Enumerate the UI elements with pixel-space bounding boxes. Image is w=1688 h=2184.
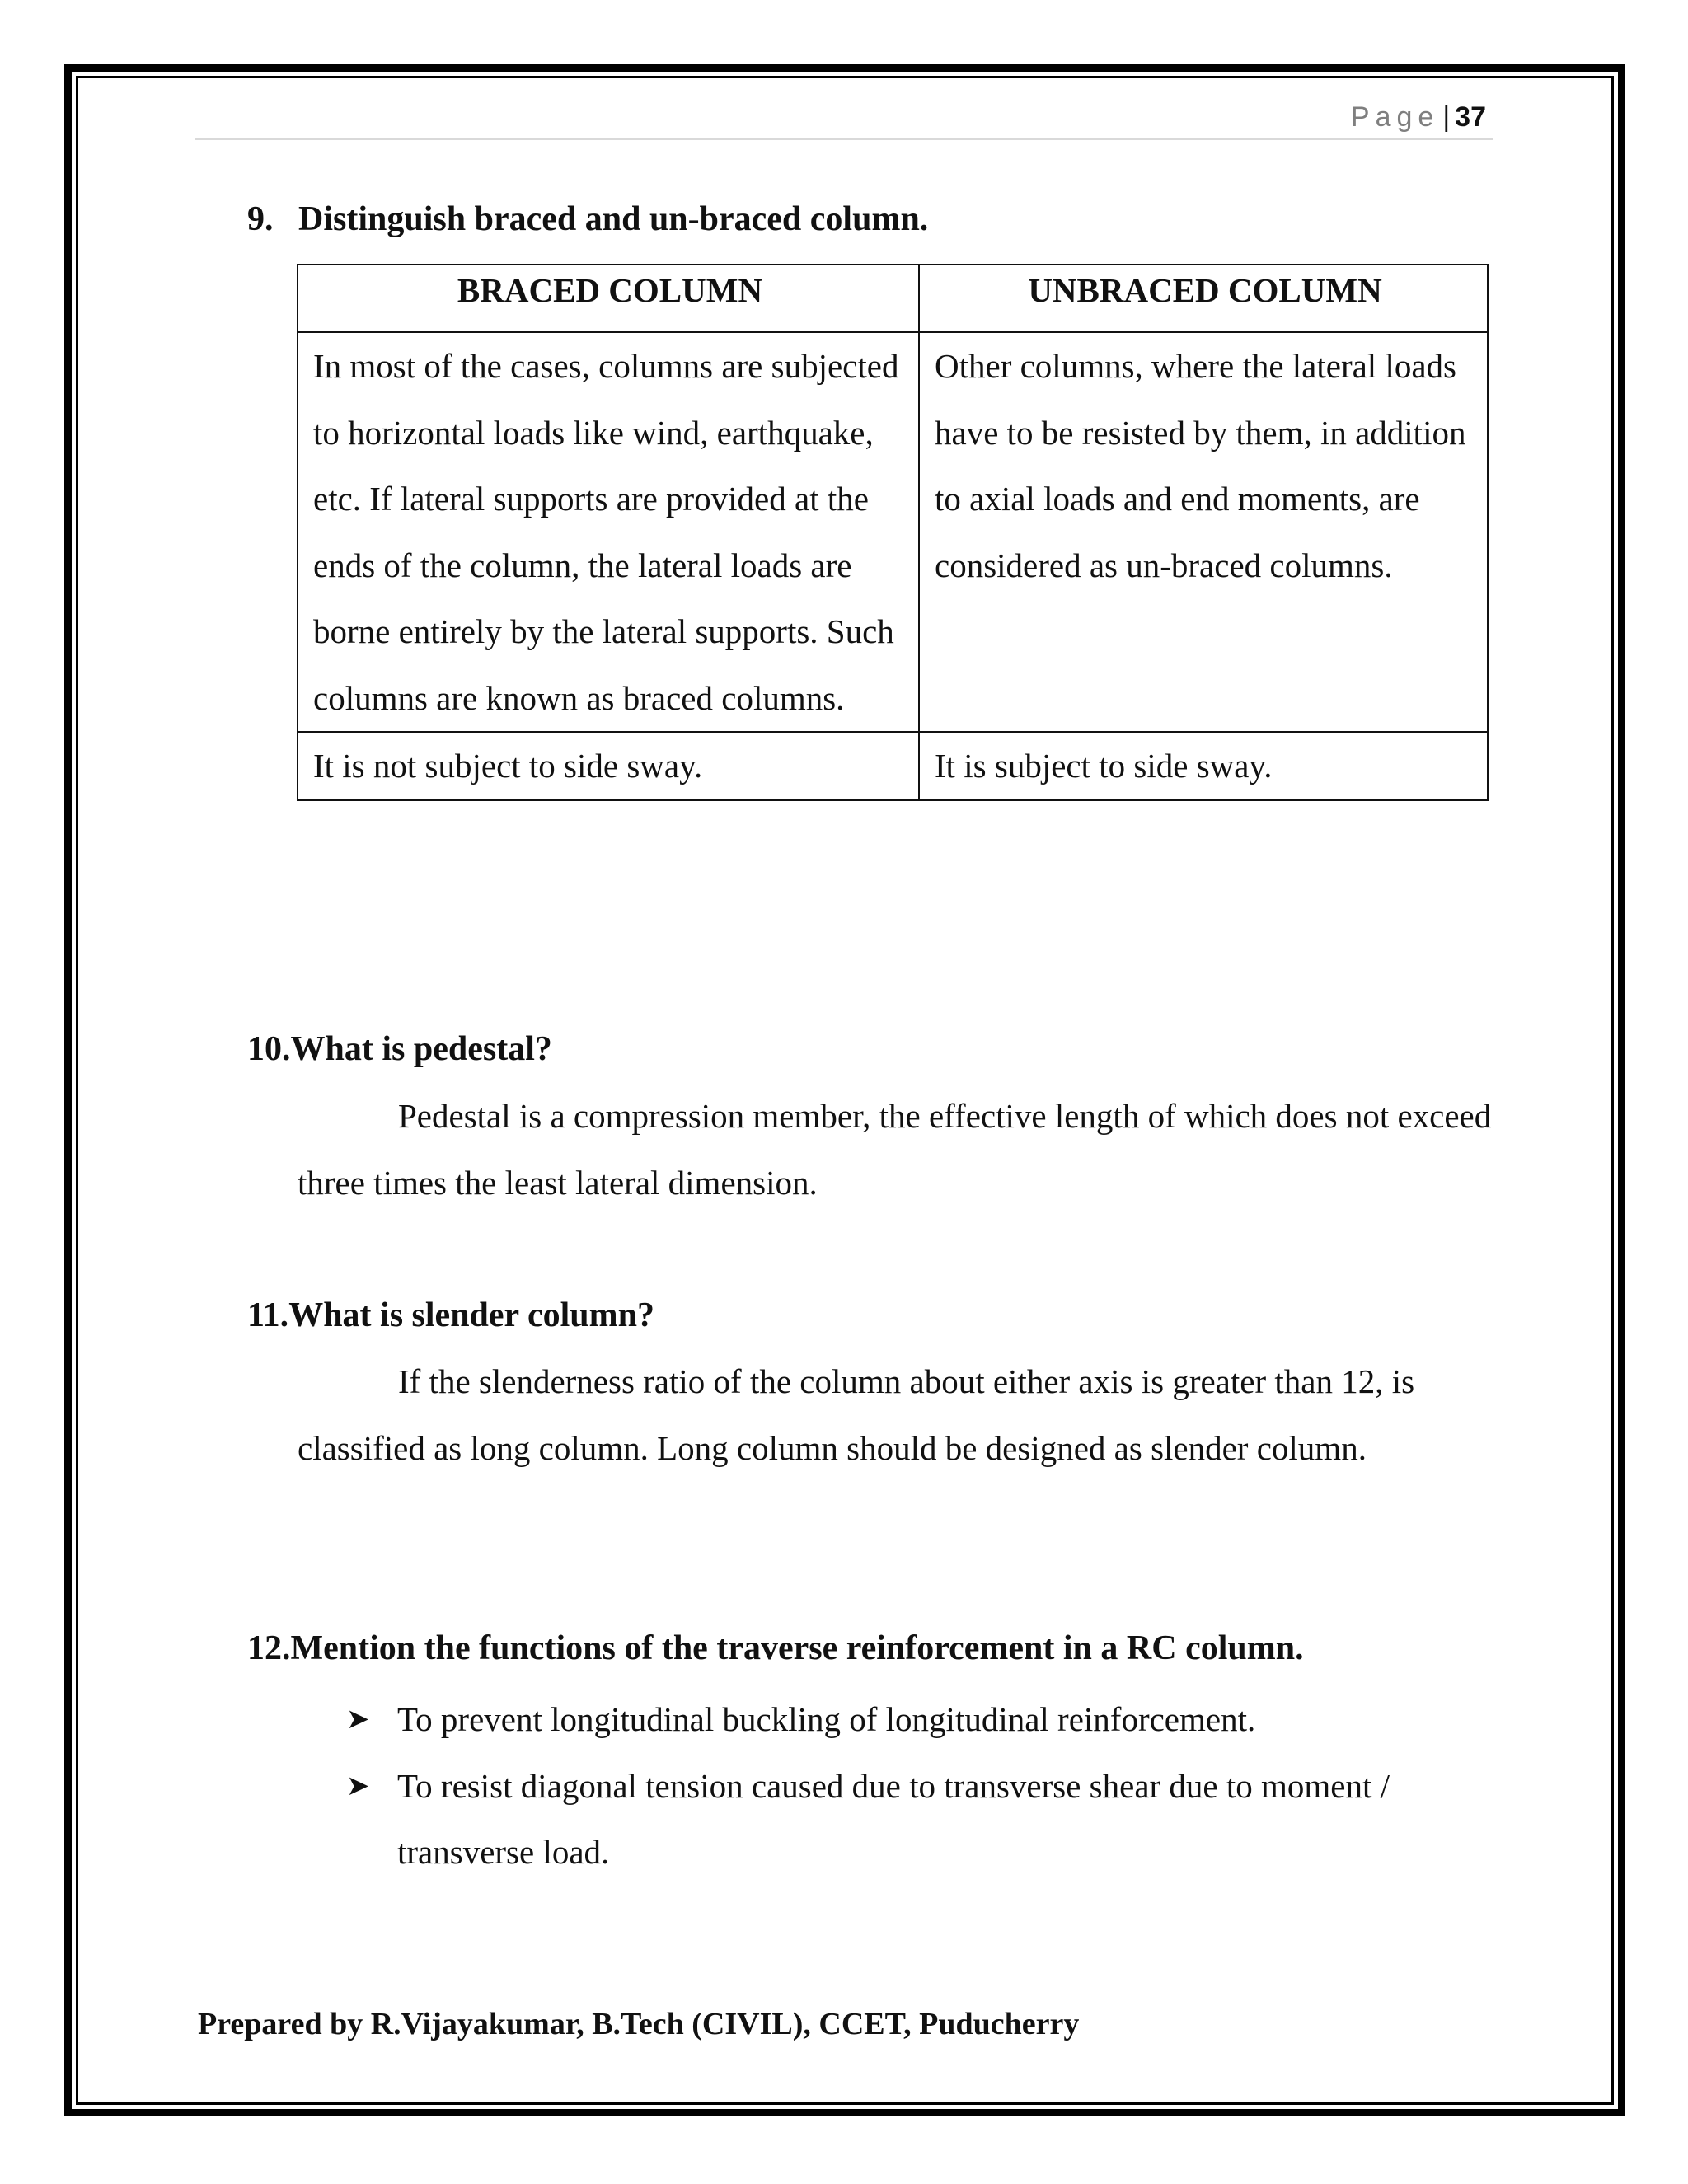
reinforcement-functions-list (346, 1686, 1484, 1886)
question-10-answer: Pedestal is a compression member, the effective length of which does not exceed three times the least lateral dimension. (298, 1097, 1492, 1202)
braced-sway-cell: It is not subject to side sway. (298, 732, 919, 800)
page-word: Page (1350, 101, 1440, 133)
braced-definition-cell: In most of the cases, columns are subjected to horizontal loads like wind, earthquake, etc. If lateral supports are provided at the ends of the column, the lateral loads are borne entirely by the lateral supports. Such columns are known as braced columns. (298, 332, 919, 732)
list-item (346, 1686, 1484, 1753)
page-number: 37 (1455, 101, 1486, 133)
list-item-text: To prevent longitudinal buckling of longitudinal reinforcement. (397, 1700, 1256, 1738)
list-item-text: To resist diagonal tension caused due to transverse shear due to moment / transverse load. (397, 1766, 1390, 1871)
question-12-title: Mention the functions of the traverse reinforcement in a RC column. (290, 1629, 1304, 1667)
braced-unbraced-table (297, 264, 1489, 801)
question-12-number: 12. (247, 1629, 291, 1667)
unbraced-definition-cell: Other columns, where the lateral loads have to be resisted by them, in addition to axial loads and end moments, are considered as un-braced columns. (919, 332, 1488, 732)
question-9-number: 9. (247, 200, 274, 238)
question-12-heading (247, 1627, 1304, 1670)
question-11-title: What is slender column? (288, 1296, 654, 1334)
question-10-heading (247, 1028, 552, 1071)
question-9-heading (247, 198, 928, 241)
arrowhead-bullet-icon: ➤ (346, 1703, 370, 1736)
arrowhead-bullet-icon: ➤ (346, 1769, 370, 1802)
page-header (195, 99, 1493, 140)
table-header-row (298, 265, 1488, 332)
question-11-number: 11. (247, 1296, 289, 1334)
header-braced-column: BRACED COLUMN (298, 265, 919, 332)
page-separator: | (1442, 101, 1451, 133)
question-9-title: Distinguish braced and un-braced column. (298, 200, 929, 238)
question-11-answer: If the slenderness ratio of the column about either axis is greater than 12, is classified as long column. Long column should be designed as slender column. (298, 1362, 1415, 1467)
page-number-label (1351, 99, 1486, 135)
question-10-number: 10. (247, 1030, 291, 1068)
footer-credit: Prepared by R.Vijayakumar, B.Tech (CIVIL), CCET, Puducherry (198, 2007, 1080, 2041)
question-10-title: What is pedestal? (290, 1030, 552, 1068)
unbraced-sway-cell: It is subject to side sway. (919, 732, 1488, 800)
list-item (346, 1753, 1484, 1886)
table-row (298, 732, 1488, 800)
header-unbraced-column: UNBRACED COLUMN (919, 265, 1488, 332)
question-11-heading (247, 1294, 654, 1337)
table-row (298, 332, 1488, 732)
